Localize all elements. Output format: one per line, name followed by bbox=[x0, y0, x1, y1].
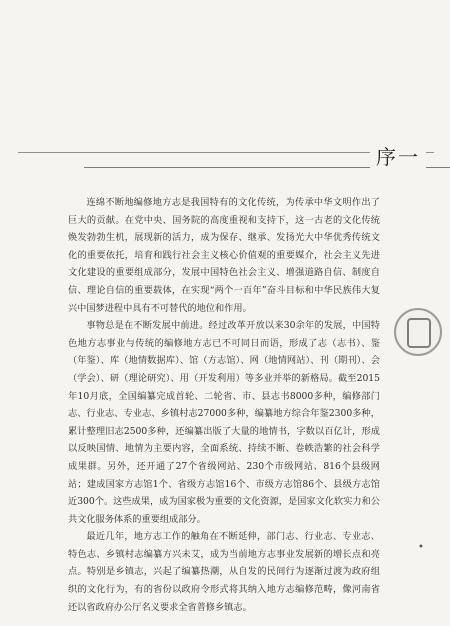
paragraph-2: 事物总是在不断发展中前进。经过改革开放以来30余年的发展，中国特色地方志事业与传统的编修地方志已不可同日而语，形成了志（志书）、鉴（年鉴）、库（地情数据库）、馆（方志馆）、网（地情网站）、刊（期刊）、会（学会）、研（理论研究）、用（开发利用）等多业并举的新格局。截至2015年10月底，全国编纂完成首轮、二轮省、市、县志书8000多种，编修部门志、行业志、专业志、乡镇村志27000多种，编纂地方综合年鉴2300多种，累计整理旧志2500多种，还编纂出版了大量的地情书，字数以百亿计，形成以反映国情、地情为主要内容，全面系统、持续不断、卷帙浩繁的社会科学成果群。另外，还开通了27个省级网站、230个市级网站、816个县级网站；建成国家方志馆1个、省级方志馆16个、市级方志馆86个、县级方志馆近300个。这些成果，成为国家极为重要的文化资源，是国家文化软实力和公共文化服务体系的重要组成部分。 bbox=[68, 320, 380, 525]
page-marker: • bbox=[418, 542, 424, 553]
seal-icon bbox=[394, 308, 442, 356]
paragraph-1: 连绵不断地编修地方志是我国特有的文化传统，为传承中华文明作出了巨大的贡献。在党中央、国务院的高度重视和支持下，这一古老的文化传统焕发勃勃生机，展现新的活力，成为保存、继承、发扬光大中华优秀传统文化的重要依托，培育和践行社会主义核心价值观的重要媒介，社会主义先进文化建设的重要组成部分，发展中国特色社会主义、增强道路自信、制度自信、理论自信的重要载体，在实现“两个一百年”奋斗目标和中华民族伟大复兴中国梦进程中具有不可替代的地位和作用。 bbox=[68, 197, 380, 314]
body-text bbox=[68, 194, 380, 616]
paragraph-3: 最近几年，地方志工作的触角在不断延伸，部门志、行业志、专业志、特色志、乡镇村志编纂方兴未艾，成为当前地方志事业发展新的增长点和亮点。特别是乡镇志，兴起了编纂热潮，从自发的民间行为逐渐过渡为政府组织的文化行为，有的省份以政府令形式将其纳入地方志编修范畴，像河南省还以省政府办公厅名义要求全省普修乡镇志。 bbox=[68, 531, 380, 613]
chapter-heading: 序一 bbox=[370, 141, 426, 170]
